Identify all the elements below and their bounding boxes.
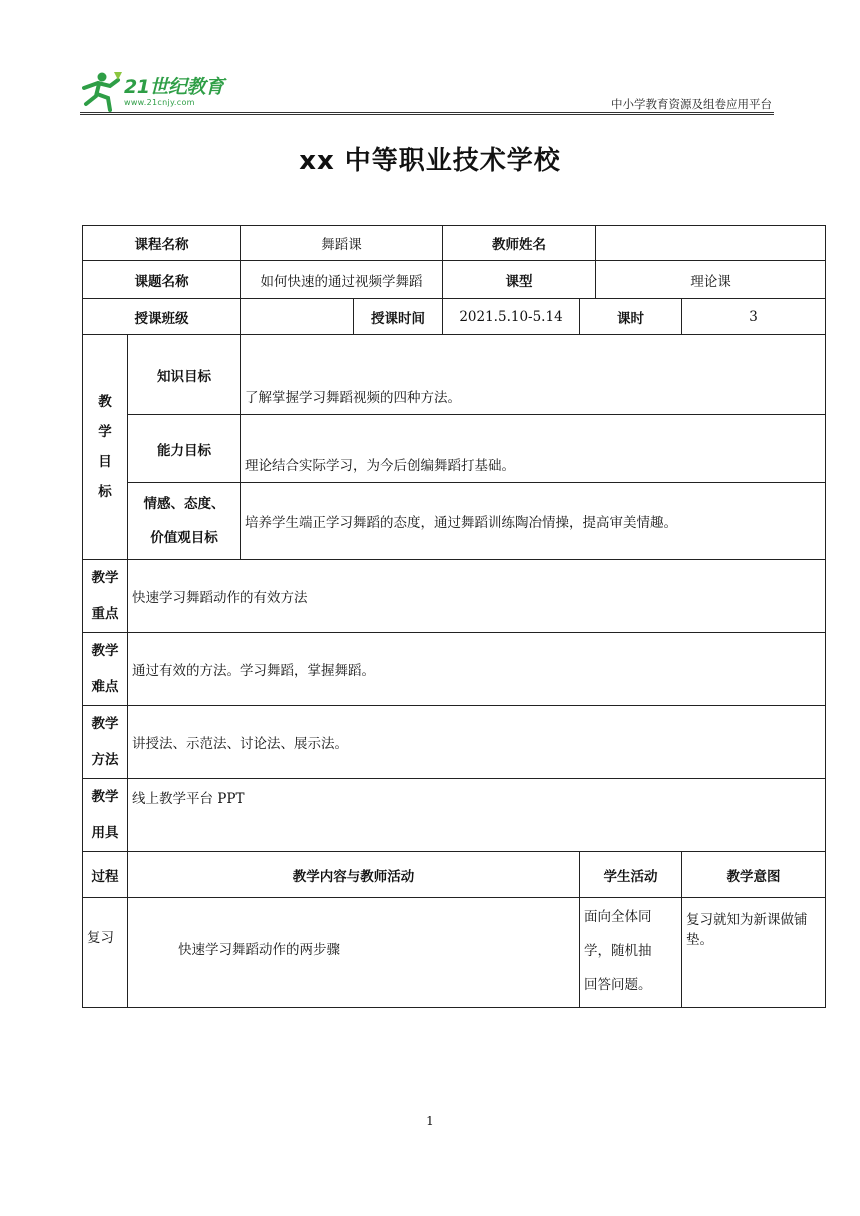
page-number: 1 (426, 1114, 434, 1128)
row-process-header (83, 852, 826, 898)
course-name-value: 舞蹈课 (241, 226, 443, 261)
objectives-group-label (83, 335, 128, 560)
teacher-label: 教师姓名 (443, 226, 596, 261)
process-header-intent: 教学意图 (682, 852, 826, 898)
process-header-student: 学生活动 (580, 852, 682, 898)
difficulties-value: 通过有效的方法。学习舞蹈，掌握舞蹈。 (128, 633, 826, 706)
class-label: 授课班级 (83, 299, 241, 335)
tools-value: 线上教学平台 PPT (128, 779, 826, 852)
row-ability (83, 415, 826, 483)
objectives-char: 学 (98, 424, 112, 440)
ability-value: 理论结合实际学习，为今后创编舞蹈打基础。 (241, 415, 826, 483)
logo-url-text: www.21cnjy.com (124, 98, 195, 107)
methods-label (83, 706, 128, 779)
type-label: 课型 (443, 261, 596, 299)
key-points-value: 快速学习舞蹈动作的有效方法 (128, 560, 826, 633)
process-student (580, 898, 682, 1008)
process-header-content: 教学内容与教师活动 (128, 852, 580, 898)
class-value (241, 299, 354, 335)
emotion-label-line: 情感、态度、 (143, 496, 225, 512)
row-class (83, 299, 826, 335)
emotion-label (128, 483, 241, 560)
label-line: 重点 (91, 606, 119, 622)
row-process-review (83, 898, 826, 1008)
row-emotion (83, 483, 826, 560)
row-tools (83, 779, 826, 852)
runner-logo-icon (80, 70, 124, 112)
row-course (83, 226, 826, 261)
label-line: 教学 (91, 716, 119, 732)
process-content: 快速学习舞蹈动作的两步骤 (128, 898, 580, 1008)
objectives-char: 教 (98, 394, 112, 410)
lesson-plan-table (82, 225, 826, 1008)
topic-value: 如何快速的通过视频学舞蹈 (241, 261, 443, 299)
difficulties-label (83, 633, 128, 706)
time-label: 授课时间 (354, 299, 443, 335)
knowledge-value: 了解掌握学习舞蹈视频的四种方法。 (241, 335, 826, 415)
key-points-label (83, 560, 128, 633)
knowledge-label: 知识目标 (128, 335, 241, 415)
header-divider (80, 112, 774, 113)
logo (80, 70, 250, 112)
type-value: 理论课 (596, 261, 826, 299)
page-title: xx 中等职业技术学校 (299, 146, 561, 176)
page-header (80, 68, 774, 114)
student-activity-line: 面向全体同学，随机抽 (584, 909, 652, 959)
label-line: 教学 (91, 570, 119, 586)
row-methods (83, 706, 826, 779)
label-line: 用具 (91, 825, 119, 841)
hours-label: 课时 (580, 299, 682, 335)
ability-label: 能力目标 (128, 415, 241, 483)
label-line: 教学 (91, 789, 119, 805)
label-line: 教学 (91, 643, 119, 659)
row-knowledge (83, 335, 826, 415)
process-header-stage: 过程 (83, 852, 128, 898)
row-key-points (83, 560, 826, 633)
row-difficulties (83, 633, 826, 706)
emotion-label-line: 价值观目标 (150, 530, 218, 546)
methods-value: 讲授法、示范法、讨论法、展示法。 (128, 706, 826, 779)
time-value: 2021.5.10-5.14 (443, 299, 580, 335)
hours-value: 3 (682, 299, 826, 335)
process-intent: 复习就知为新课做铺垫。 (682, 898, 826, 1008)
objectives-char: 标 (98, 484, 112, 500)
emotion-value: 培养学生端正学习舞蹈的态度，通过舞蹈训练陶冶情操，提高审美情趣。 (241, 483, 826, 560)
student-activity-line: 回答问题。 (584, 977, 652, 993)
tools-label (83, 779, 128, 852)
course-name-label: 课程名称 (83, 226, 241, 261)
process-stage: 复习 (83, 898, 128, 1008)
teacher-value (596, 226, 826, 261)
topic-label: 课题名称 (83, 261, 241, 299)
header-divider-double (80, 114, 774, 115)
label-line: 方法 (91, 752, 119, 768)
row-topic (83, 261, 826, 299)
label-line: 难点 (91, 679, 119, 695)
objectives-char: 目 (98, 454, 112, 470)
logo-brand-text: 21世纪教育 (124, 76, 224, 98)
platform-name: 中小学教育资源及组卷应用平台 (611, 97, 772, 111)
